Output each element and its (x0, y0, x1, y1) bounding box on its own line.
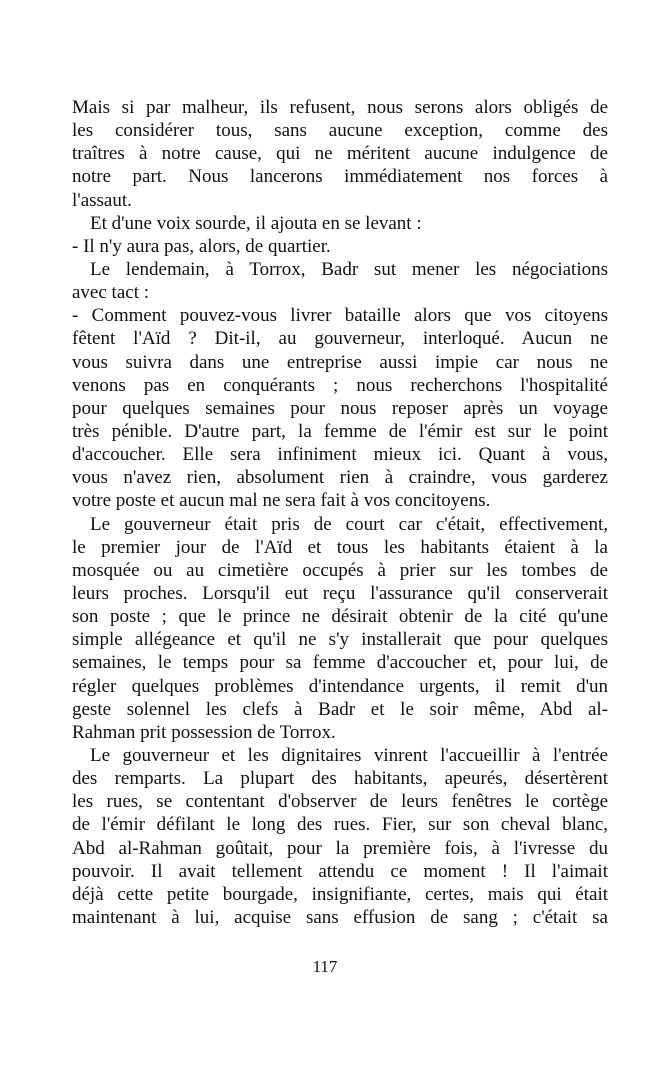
text-line: simple allégeance et qu'il ne s'y installerait que pour quelques (72, 629, 608, 651)
text-line: des remparts. La plupart des habitants, apeurés, désertèrent (72, 768, 608, 790)
text-line: mosquée ou au cimetière occupés à prier sur les tombes de (72, 559, 608, 581)
paragraph (72, 235, 608, 258)
text-line: déjà cette petite bourgade, insignifiante, certes, mais qui était (72, 883, 608, 905)
text-line: - Il n'y aura pas, alors, de quartier. (72, 235, 331, 257)
text-line: votre poste et aucun mal ne sera fait à vos concitoyens. (72, 490, 491, 512)
text-line: Abd al-Rahman goûtait, pour la première fois, à l'ivresse du (72, 837, 608, 859)
text-line: de l'émir défilant le long des rues. Fier, sur son cheval blanc, (72, 814, 608, 836)
paragraph (72, 258, 608, 304)
text-line: leurs proches. Lorsqu'il eut reçu l'assurance qu'il conserverait (72, 582, 608, 604)
text-line: très pénible. D'autre part, la femme de l'émir est sur le point (72, 420, 608, 442)
text-line: avec tact : (72, 282, 150, 304)
text-line: pour quelques semaines pour nous reposer après un voyage (72, 397, 608, 419)
text-line: les rues, se contentant d'observer de leurs fenêtres le cortège (72, 791, 608, 813)
text-line: Le gouverneur et les dignitaires vinrent l'accueillir à l'entrée (90, 744, 608, 766)
text-line: le premier jour de l'Aïd et tous les habitants étaient à la (72, 536, 608, 558)
text-line: son poste ; que le prince ne désirait obtenir de la cité qu'une (72, 606, 608, 628)
paragraph (72, 212, 608, 235)
text-line: Et d'une voix sourde, il ajouta en se levant : (90, 212, 422, 234)
text-line: Le gouverneur était pris de court car c'était, effectivement, (90, 513, 608, 535)
text-line: venons pas en conquérants ; nous recherchons l'hospitalité (72, 374, 608, 396)
text-line: notre part. Nous lancerons immédiatement nos forces à (72, 166, 608, 188)
text-line: l'assaut. (72, 189, 132, 211)
text-line: Rahman prit possession de Torrox. (72, 721, 336, 743)
text-line: traîtres à notre cause, qui ne méritent aucune indulgence de (72, 143, 608, 165)
text-line: fêtent l'Aïd ? Dit-il, au gouverneur, interloqué. Aucun ne (72, 328, 608, 350)
text-line: maintenant à lui, acquise sans effusion de sang ; c'était sa (72, 906, 608, 928)
text-line: d'accoucher. Elle sera infiniment mieux ici. Quant à vous, (72, 444, 608, 466)
text-line: Mais si par malheur, ils refusent, nous serons alors obligés de (72, 97, 608, 118)
text-line: régler quelques problèmes d'intendance urgents, il remit d'un (72, 675, 608, 697)
text-line: vous n'avez rien, absolument rien à craindre, vous garderez (72, 467, 608, 489)
text-line: pouvoir. Il avait tellement attendu ce moment ! Il l'aimait (72, 860, 608, 882)
text-line: semaines, le temps pour sa femme d'accoucher et, pour lui, de (72, 652, 608, 674)
paragraph (72, 744, 608, 929)
paragraph (72, 513, 608, 744)
text-line: - Comment pouvez-vous livrer bataille alors que vos citoyens (72, 305, 608, 327)
text-line: Le lendemain, à Torrox, Badr sut mener les négociations (90, 258, 608, 280)
paragraph (72, 96, 608, 212)
text-line: geste solennel les clefs à Badr et le soir même, Abd al- (72, 698, 608, 720)
paragraph (72, 304, 608, 512)
page-body (72, 96, 608, 929)
text-line: vous suivra dans une entreprise aussi impie car nous ne (72, 351, 608, 373)
page-number: 117 (312, 957, 338, 976)
text-line: les considérer tous, sans aucune exception, comme des (72, 120, 608, 142)
